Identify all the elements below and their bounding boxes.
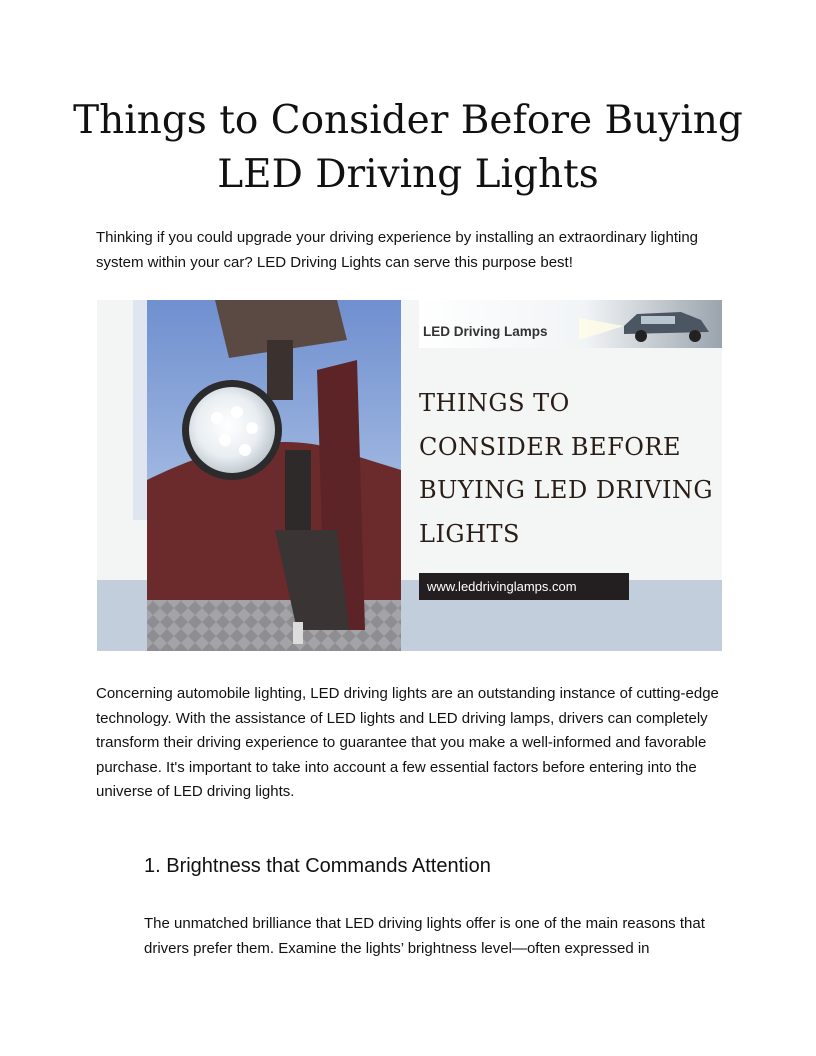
hero-banner bbox=[419, 300, 722, 348]
section-paragraph: The unmatched brilliance that LED driving lights offer is one of the main reasons that drivers prefer them. Examine the lights’ brightness level—often expressed in bbox=[144, 915, 705, 957]
hero-image bbox=[97, 300, 722, 651]
section-heading: 1. Brightness that Commands Attention bbox=[144, 855, 491, 877]
page-title: Things to Consider Before Buying LED Driving Lights bbox=[73, 98, 743, 197]
led-lamp-photo bbox=[97, 300, 401, 651]
intro-paragraph: Thinking if you could upgrade your driving experience by installing an extraordinary lighting system within your car? LED Driving Lights can serve this purpose best! bbox=[96, 229, 699, 271]
body-paragraph: Concerning automobile lighting, LED driving lights are an outstanding instance of cutting-edge technology. With the assistance of LED lights and LED driving lamps, drivers can completely transform their driving experience to guarantee that you make a well-informed and favorable purchase. It's important to take into account a few essential factors before entering into the universe of LED driving lights. bbox=[96, 685, 719, 800]
hero-url-badge: www.leddrivinglamps.com bbox=[419, 573, 629, 600]
hero-brand-label: LED Driving Lamps bbox=[423, 324, 548, 339]
hero-heading: THINGS TO CONSIDER BEFORE BUYING LED DRIVING LIGHTS bbox=[419, 389, 714, 548]
